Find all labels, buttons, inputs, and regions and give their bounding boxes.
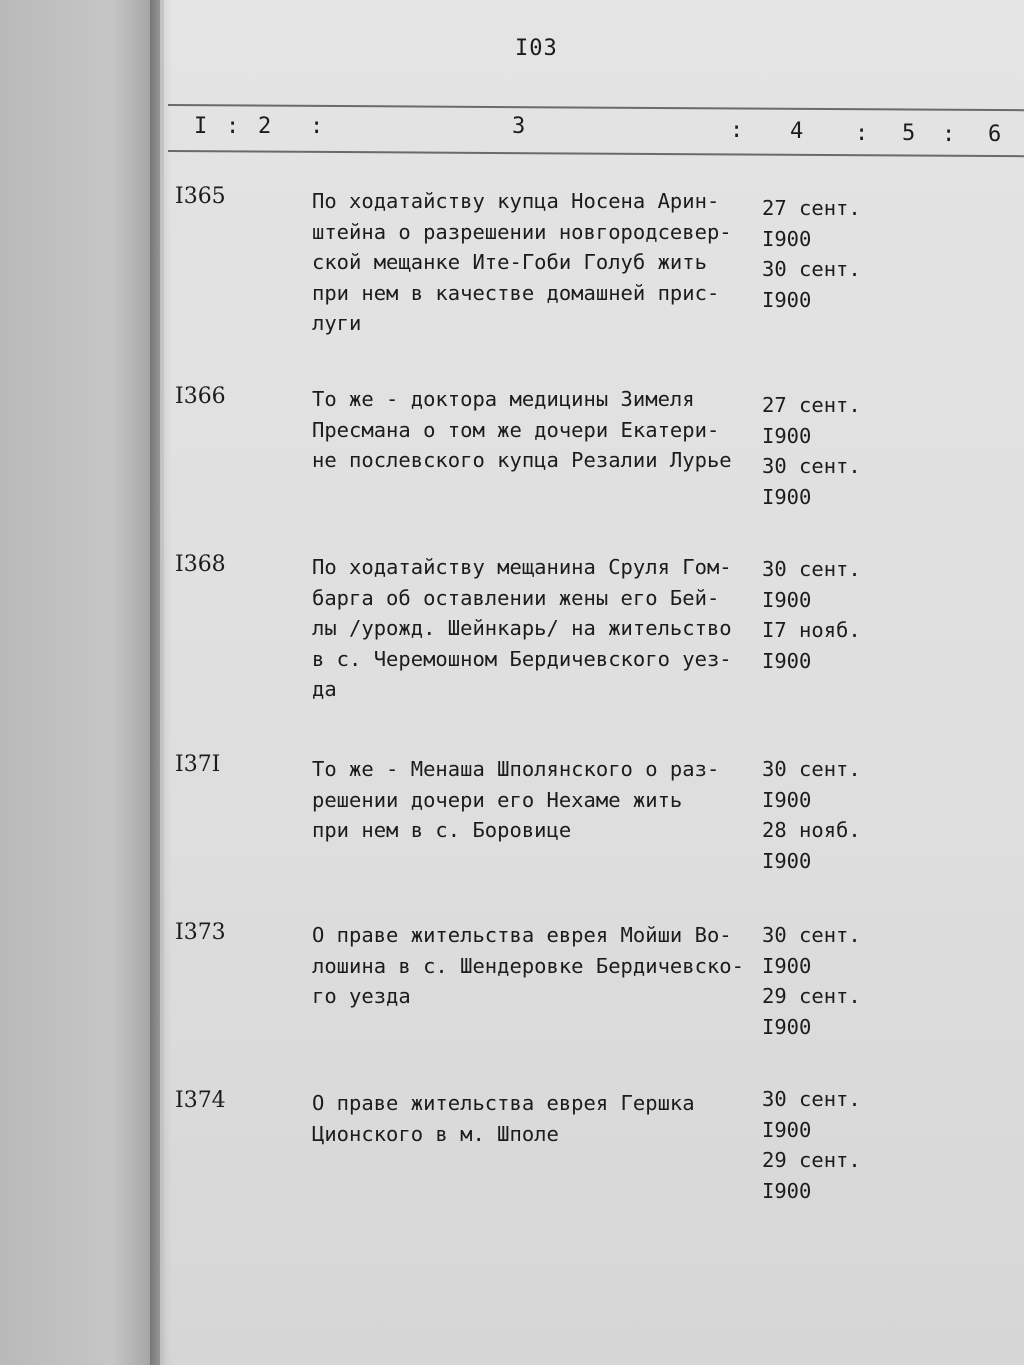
date-line: I900 — [762, 587, 812, 612]
description-line: По ходатайству мещанина Сруля Гом- — [312, 555, 732, 579]
column-separator: : — [226, 114, 240, 139]
description-line: О праве жительства еврея Мойши Во- — [312, 923, 732, 947]
entry-dates — [762, 390, 872, 512]
entry-description — [312, 1088, 767, 1149]
date-line: I900 — [762, 423, 812, 448]
entry-description — [312, 920, 767, 1012]
date-line: I900 — [762, 648, 812, 673]
date-line: 30 сент. — [762, 1087, 861, 1111]
column-header: I — [194, 114, 208, 139]
date-line: 30 сент. — [762, 454, 861, 478]
description-line: То же - Менаша Шполянского о раз- — [312, 757, 720, 781]
date-line: I900 — [762, 287, 812, 312]
column-separator: : — [942, 122, 956, 147]
date-line: 27 сент. — [762, 196, 861, 220]
entry-number: I366 — [175, 384, 226, 409]
entry-dates — [762, 920, 872, 1042]
column-header: 5 — [902, 121, 916, 146]
date-line: I900 — [762, 1117, 812, 1142]
column-separator: : — [855, 121, 869, 146]
column-header: 2 — [258, 114, 272, 139]
date-line: 29 сент. — [762, 984, 861, 1008]
entry-number: I37I — [175, 752, 221, 777]
description-line: при нем в с. Боровице — [312, 818, 572, 842]
date-line: I900 — [762, 953, 812, 978]
date-line: 30 сент. — [762, 757, 861, 781]
description-line: при нем в качестве домашней прис- — [312, 280, 720, 305]
column-header: 3 — [512, 114, 526, 139]
entry-dates — [762, 554, 872, 676]
date-line: 30 сент. — [762, 923, 861, 947]
date-line: 29 сент. — [762, 1148, 861, 1172]
column-separator: : — [730, 118, 744, 143]
entry-description — [312, 186, 767, 339]
entry-description — [312, 552, 767, 705]
description-line: го уезда — [312, 984, 411, 1008]
date-line: 30 сент. — [762, 257, 861, 281]
date-line: I900 — [762, 484, 812, 509]
date-line: I900 — [762, 226, 812, 251]
description-line: штейна о разрешении новгородсевер- — [312, 219, 732, 244]
description-line: ской мещанке Ите-Гоби Голуб жить — [312, 250, 707, 274]
entry-dates — [762, 754, 872, 876]
description-line: в с. Черемошном Бердичевского уез- — [312, 646, 732, 671]
left-page-edge — [0, 0, 160, 1365]
entry-description — [312, 754, 767, 846]
date-line: I900 — [762, 1178, 812, 1203]
page-number: I03 — [515, 36, 558, 61]
column-header: 6 — [988, 122, 1002, 147]
description-line: да — [312, 677, 337, 701]
description-line: лошина в с. Шендеровке Бердичевско- — [312, 953, 744, 978]
entry-number: I365 — [175, 184, 226, 209]
description-line: Ционского в м. Шполе — [312, 1121, 559, 1146]
description-line: не послевского купца Резалии Лурье — [312, 448, 732, 472]
entry-dates — [762, 193, 872, 315]
date-line: 28 нояб. — [762, 818, 861, 842]
book-fold-shadow — [150, 0, 172, 1365]
description-line: луги — [312, 311, 362, 335]
date-line: I900 — [762, 848, 812, 873]
date-line: I900 — [762, 1014, 812, 1039]
date-line: I7 нояб. — [762, 618, 861, 642]
entry-number: I374 — [175, 1088, 226, 1113]
column-header: 4 — [790, 119, 804, 144]
entry-description — [312, 384, 767, 476]
date-line: I900 — [762, 787, 812, 812]
description-line: Пресмана о том же дочери Екатери- — [312, 417, 720, 442]
entry-dates — [762, 1084, 872, 1206]
entry-number: I373 — [175, 920, 226, 945]
description-line: По ходатайству купца Носена Арин- — [312, 189, 720, 213]
description-line: О праве жительства еврея Гершка — [312, 1091, 695, 1115]
date-line: 27 сент. — [762, 393, 861, 417]
date-line: 30 сент. — [762, 557, 861, 581]
description-line: барга об оставлении жены его Бей- — [312, 585, 720, 610]
entry-number: I368 — [175, 552, 226, 577]
column-separator: : — [310, 114, 324, 139]
description-line: лы /урожд. Шейнкарь/ на жительство — [312, 616, 732, 640]
description-line: решении дочери его Нехаме жить — [312, 787, 683, 812]
description-line: То же - доктора медицины Зимеля — [312, 387, 695, 411]
